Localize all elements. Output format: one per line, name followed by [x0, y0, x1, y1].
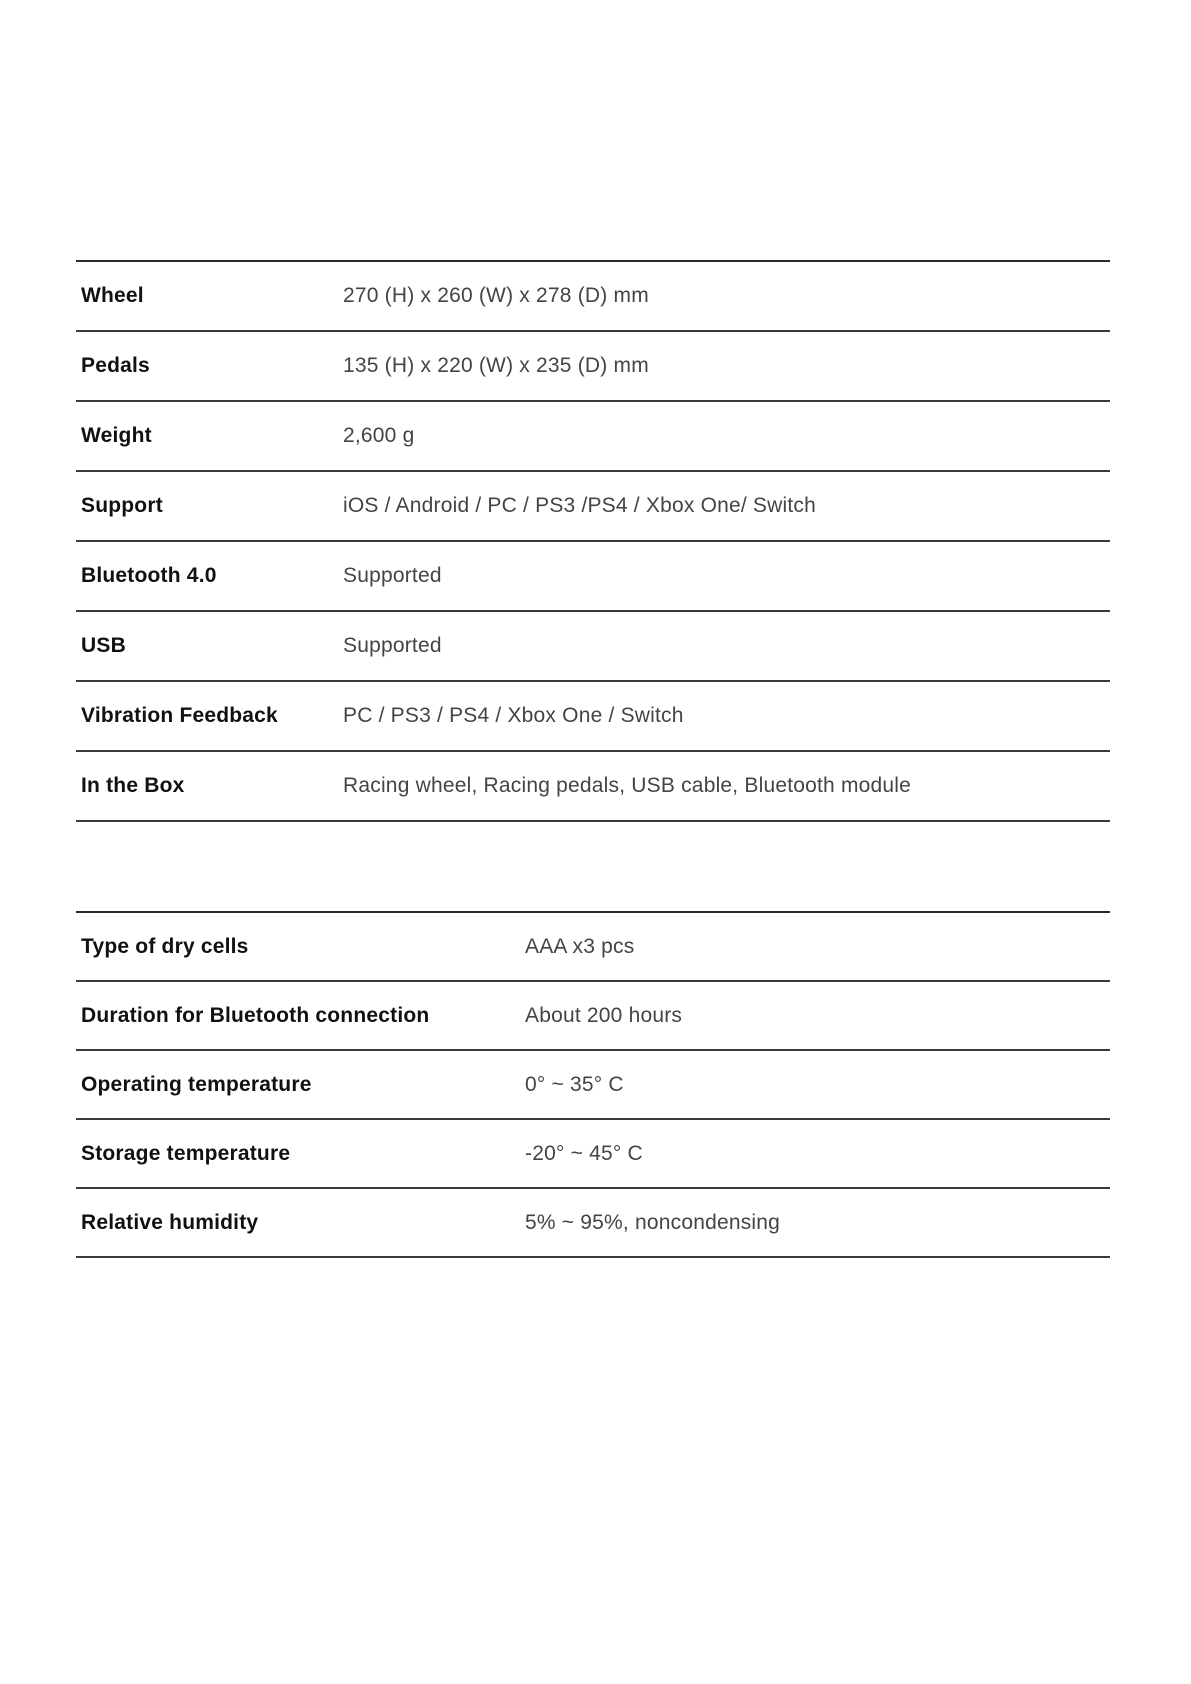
- spec-value: About 200 hours: [525, 1003, 683, 1027]
- spec-row-support: [76, 472, 1110, 542]
- spec-value: PC / PS3 / PS4 / Xbox One / Switch: [343, 704, 684, 727]
- spec-row-wheel: [76, 262, 1110, 332]
- spec-value: iOS / Android / PC / PS3 /PS4 / Xbox One/ Switch: [343, 494, 816, 517]
- spec-value: 270 (H) x 260 (W) x 278 (D) mm: [343, 284, 649, 307]
- spec-label: In the Box: [81, 774, 185, 797]
- spec-label: Storage temperature: [81, 1141, 291, 1165]
- spec-row-bluetooth: [76, 542, 1110, 612]
- spec-row-usb: [76, 612, 1110, 682]
- spec-label: Bluetooth 4.0: [81, 564, 217, 587]
- spec-row-pedals: [76, 332, 1110, 402]
- spec-label: Support: [81, 494, 163, 517]
- spec-label: Operating temperature: [81, 1072, 312, 1096]
- spec-label: Vibration Feedback: [81, 704, 278, 727]
- spec-label: Pedals: [81, 354, 150, 377]
- spec-row-dry-cells: [76, 913, 1110, 982]
- spec-value: Supported: [343, 634, 442, 657]
- spec-value: 0° ~ 35° C: [525, 1072, 624, 1096]
- spec-value: Supported: [343, 564, 442, 587]
- spec-value: 2,600 g: [343, 424, 415, 447]
- spec-row-operating-temperature: [76, 1051, 1110, 1120]
- spec-value: 135 (H) x 220 (W) x 235 (D) mm: [343, 354, 649, 377]
- spec-label: USB: [81, 634, 126, 657]
- spec-value: 5% ~ 95%, noncondensing: [525, 1210, 781, 1234]
- spec-label: Relative humidity: [81, 1210, 259, 1234]
- spec-row-storage-temperature: [76, 1120, 1110, 1189]
- spec-label: Weight: [81, 424, 152, 447]
- spec-row-bluetooth-duration: [76, 982, 1110, 1051]
- spec-row-relative-humidity: [76, 1189, 1110, 1258]
- battery-spec-table: [76, 911, 1110, 1258]
- spec-value: Racing wheel, Racing pedals, USB cable, Bluetooth module: [343, 774, 912, 797]
- spec-value: -20° ~ 45° C: [525, 1141, 643, 1165]
- spec-row-in-the-box: [76, 752, 1110, 822]
- spec-label: Wheel: [81, 284, 144, 307]
- spec-row-vibration-feedback: [76, 682, 1110, 752]
- product-spec-table: [76, 260, 1110, 822]
- spec-value: AAA x3 pcs: [525, 934, 635, 958]
- spec-label: Type of dry cells: [81, 934, 249, 958]
- spec-label: Duration for Bluetooth connection: [81, 1003, 430, 1027]
- spec-row-weight: [76, 402, 1110, 472]
